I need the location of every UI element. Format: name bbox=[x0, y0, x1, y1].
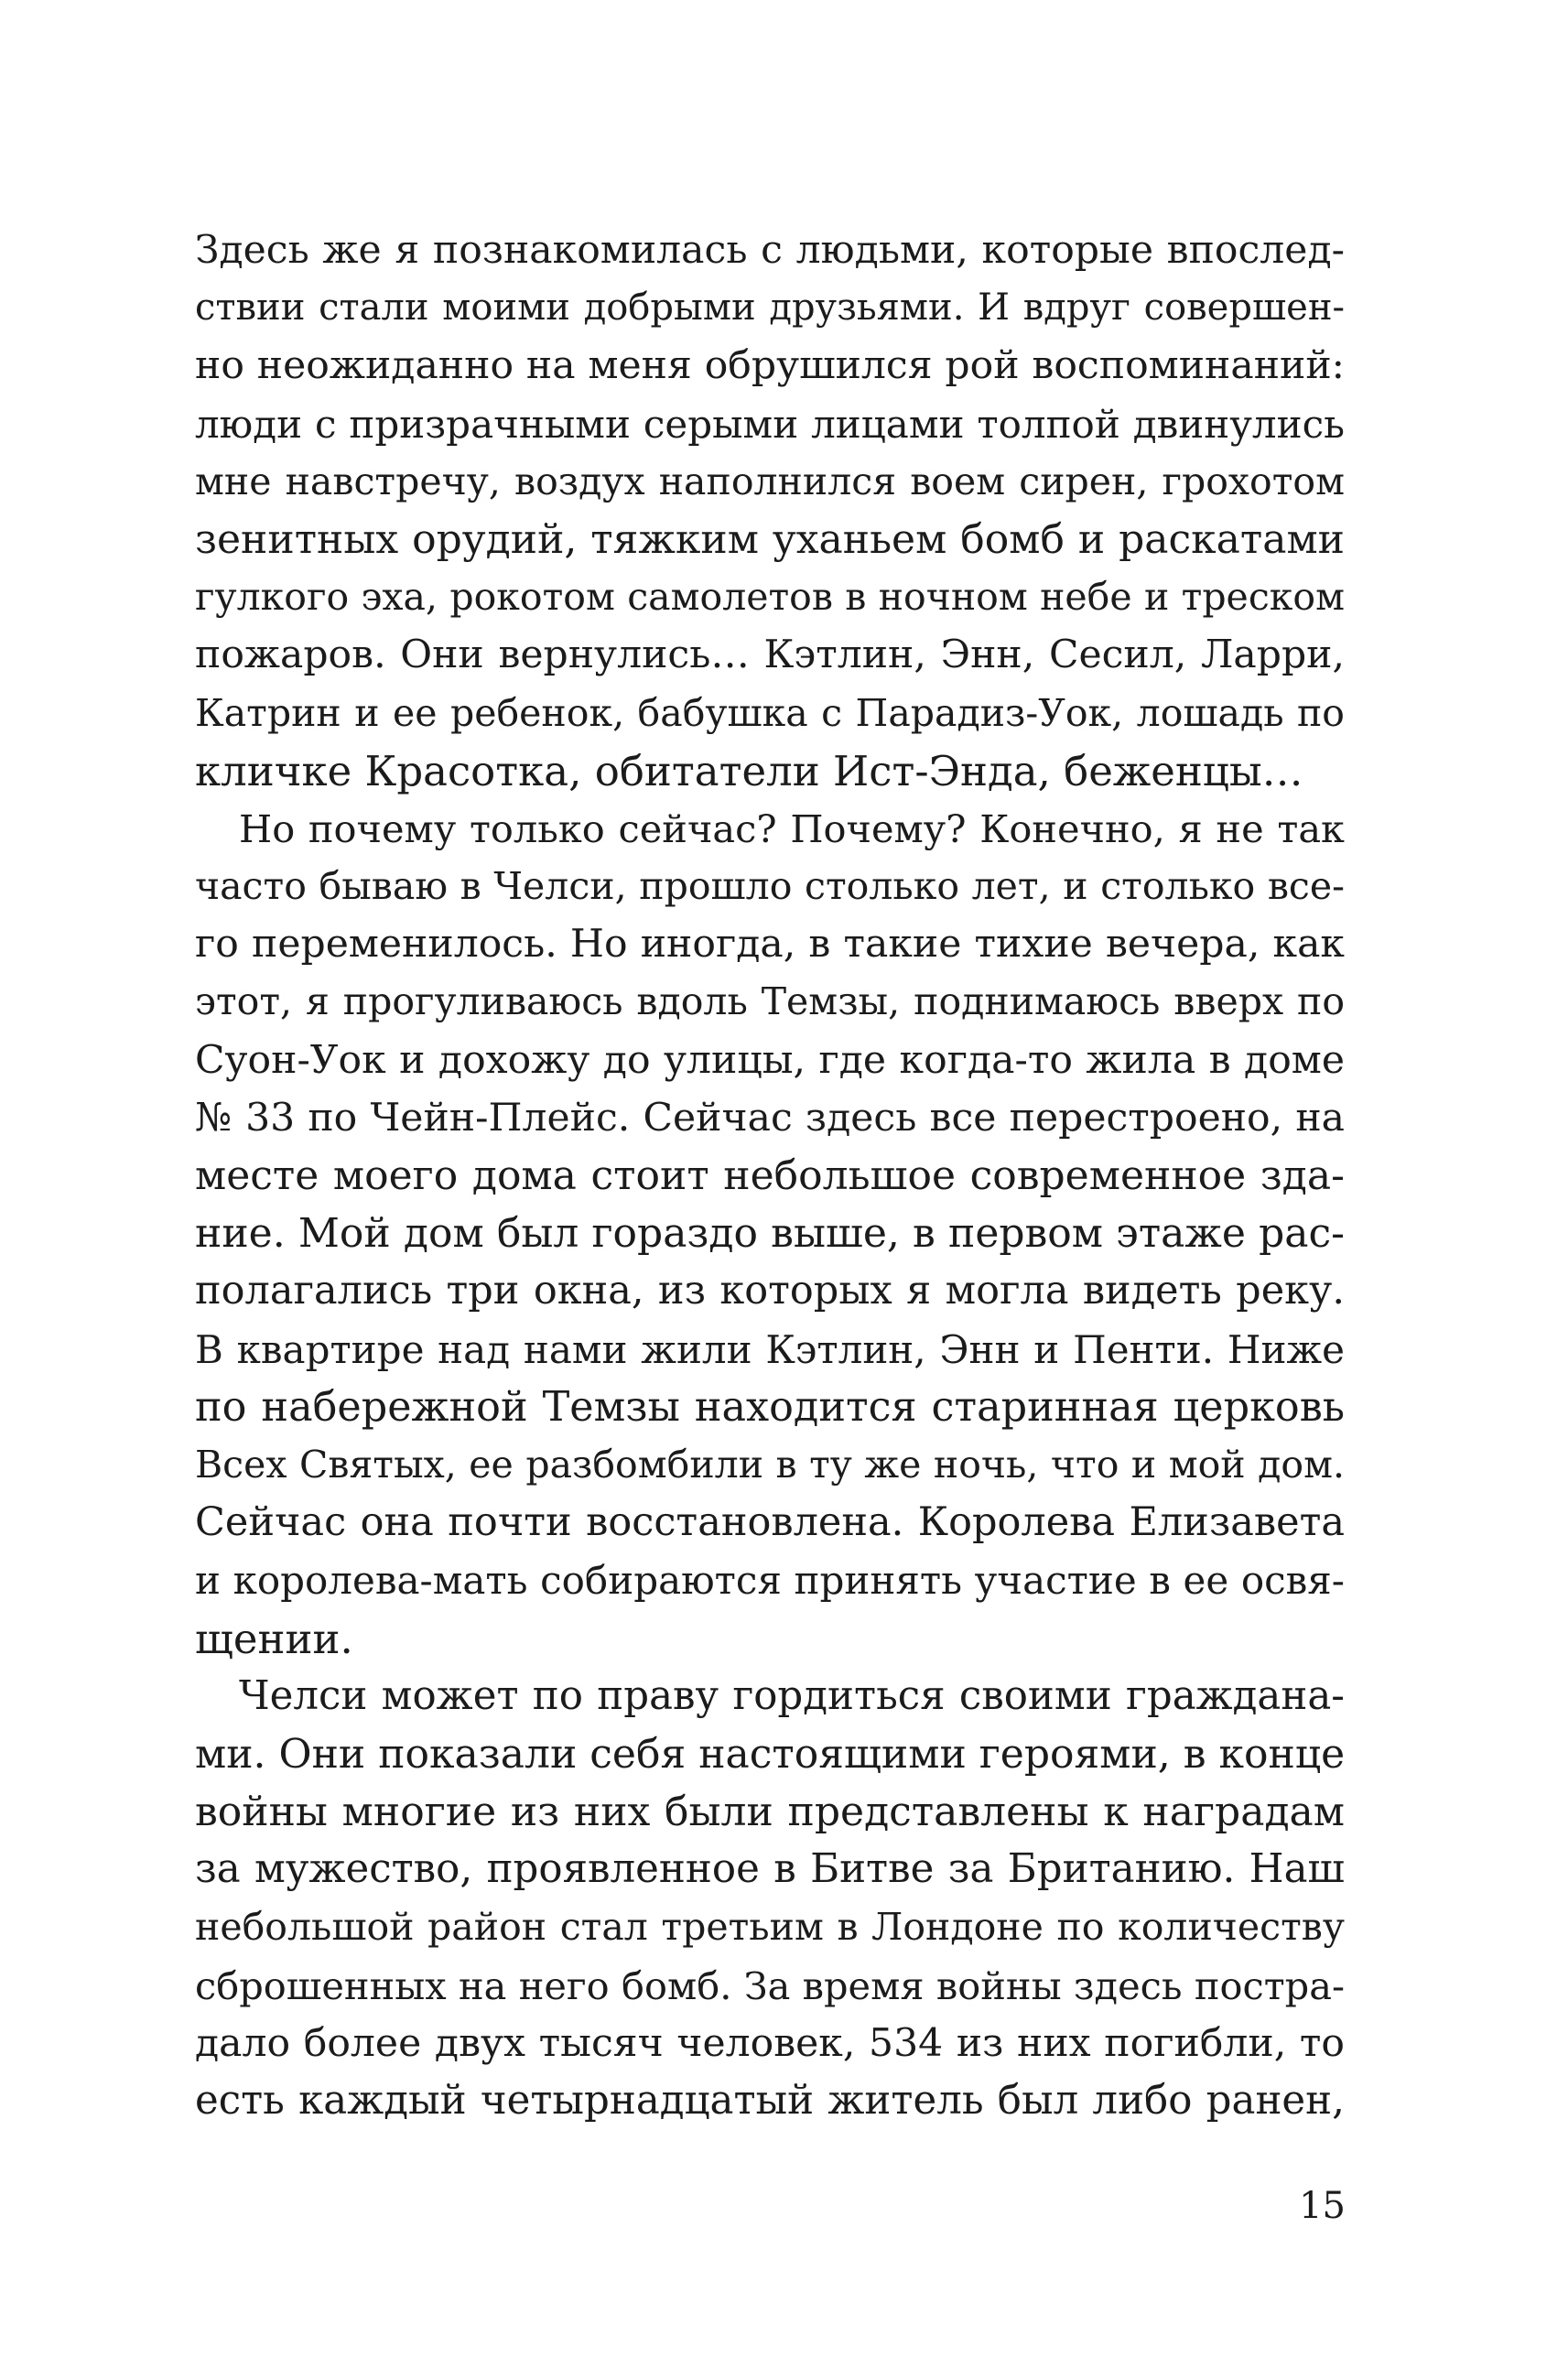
text-line: го переменилось. Но иногда, в такие тихие вечера, как bbox=[195, 922, 1345, 968]
text-line: этот, я прогуливаюсь вдоль Темзы, поднимаюсь вверх по bbox=[195, 979, 1345, 1024]
text-line: Здесь же я познакомилась с людьми, которые впослед- bbox=[195, 228, 1345, 273]
text-line: Но почему только сейчас? Почему? Конечно, я не так bbox=[239, 806, 1345, 851]
page-number: 15 bbox=[1299, 2185, 1346, 2227]
text-line: но неожиданно на меня обрушился рой воспоминаний: bbox=[195, 343, 1345, 389]
text-line: ние. Мой дом был гораздо выше, в первом этаже рас- bbox=[195, 1210, 1345, 1258]
text-line: кличке Красотка, обитатели Ист-Энда, беженцы… bbox=[195, 746, 1303, 795]
text-line: ми. Они показали себя настоящими героями, в конце bbox=[195, 1730, 1346, 1778]
text-line: небольшой район стал третьим в Лондоне по количеству bbox=[195, 1905, 1345, 1950]
text-line: дало более двух тысяч человек, 534 из них погибли, то bbox=[195, 2020, 1345, 2066]
text-line: зенитных орудий, тяжким уханьем бомб и раскатами bbox=[195, 515, 1345, 563]
text-line: сброшенных на него бомб. За время войны здесь постра- bbox=[195, 1963, 1345, 2008]
text-line: № 33 по Чейн-Плейс. Сейчас здесь все перестроено, на bbox=[195, 1095, 1345, 1141]
text-line: гулкого эха, рокотом самолетов в ночном небе и треском bbox=[195, 575, 1345, 620]
text-line: мне навстречу, воздух наполнился воем сирен, грохотом bbox=[195, 459, 1345, 503]
paragraph-2 bbox=[195, 800, 1345, 1668]
text-line: Всех Святых, ее разбомбили в ту же ночь, что и мой дом. bbox=[195, 1442, 1345, 1487]
text-line: щении. bbox=[195, 1614, 353, 1663]
body-text bbox=[195, 222, 1345, 2130]
text-line: Сейчас она почти восстановлена. Королева Елизавета bbox=[195, 1499, 1345, 1546]
text-line: есть каждый четырнадцатый житель был либо ранен, bbox=[195, 2078, 1345, 2124]
text-line: Суон-Уок и дохожу до улицы, где когда-то жила в доме bbox=[195, 1037, 1345, 1083]
text-line: пожаров. Они вернулись… Кэтлин, Энн, Сесил, Ларри, bbox=[195, 633, 1345, 678]
text-line: полагались три окна, из которых я могла видеть реку. bbox=[195, 1268, 1345, 1314]
paragraph-1 bbox=[195, 222, 1345, 800]
text-line: по набережной Темзы находится старинная церковь bbox=[195, 1383, 1345, 1431]
text-line: В квартире над нами жили Кэтлин, Энн и Пенти. Ниже bbox=[195, 1326, 1345, 1372]
paragraph-3 bbox=[195, 1668, 1345, 2131]
text-line: люди с призрачными серыми лицами толпой двинулись bbox=[195, 401, 1345, 447]
text-line: Челси может по праву гордиться своими граждана- bbox=[239, 1672, 1345, 1719]
text-line: Катрин и ее ребенок, бабушка с Парадиз-Уок, лошадь по bbox=[195, 690, 1345, 735]
text-line: войны многие из них были представлены к наградам bbox=[195, 1789, 1345, 1836]
text-line: ствии стали моими добрыми друзьями. И вдруг совершен- bbox=[195, 287, 1345, 330]
text-line: за мужество, проявленное в Битве за Британию. Наш bbox=[195, 1846, 1345, 1893]
text-line: месте моего дома стоит небольшое современное зда- bbox=[195, 1152, 1345, 1199]
text-line: часто бываю в Челси, прошло столько лет, и столько все- bbox=[195, 864, 1345, 909]
text-line: и королева-мать собираются принять участие в ее освя- bbox=[195, 1558, 1345, 1604]
